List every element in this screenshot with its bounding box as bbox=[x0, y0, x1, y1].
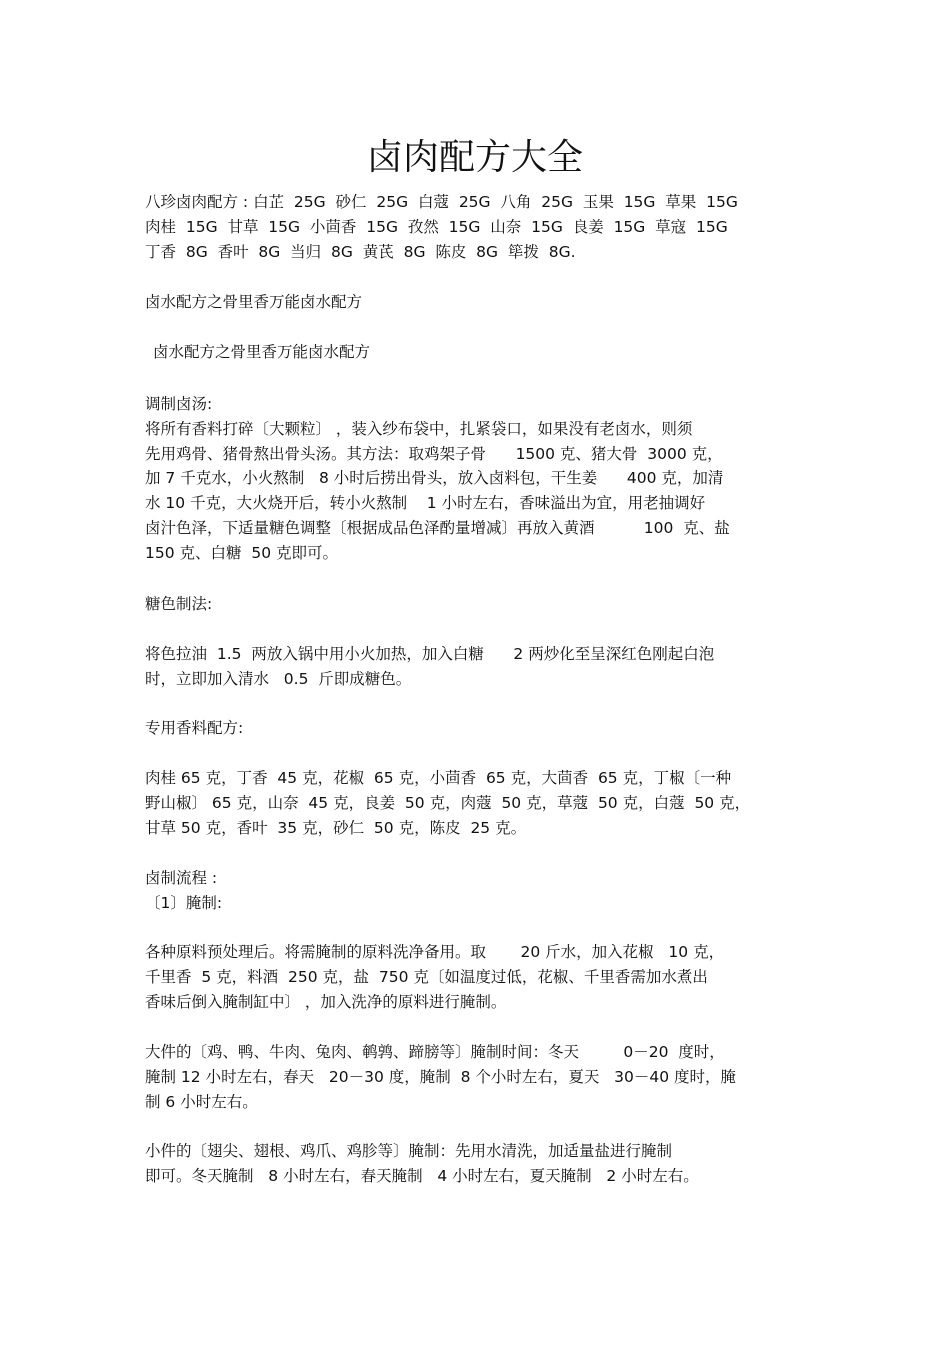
text-line: 将所有香料打碎〔大颗粒〕 ，装入纱布袋中，扎紧袋口，如果没有老卤水，则须 bbox=[145, 419, 693, 438]
text-line: 卤汁色泽，下适量糖色调整〔根据成品色泽酌量增减〕再放入黄酒 100 克、盐 bbox=[145, 518, 730, 537]
text-line: 时，立即加入清水 0.5 斤即成糖色。 bbox=[145, 669, 412, 688]
text-line: 甘草 50 克，香叶 35 克，砂仁 50 克，陈皮 25 克。 bbox=[145, 818, 527, 837]
text-line: 大件的〔鸡、鸭、牛肉、兔肉、鹌鹑、蹄膀等〕腌制时间：冬天 0－20 度时， bbox=[145, 1043, 725, 1061]
text-line: 野山椒〕 65 克，山奈 45 克，良姜 50 克，肉蔻 50 克，草蔻 50 克，白蔻 50 克， bbox=[145, 793, 751, 812]
text-line: 糖色制法: bbox=[145, 595, 213, 613]
text-line: 八珍卤肉配方 : 白芷 25G 砂仁 25G 白蔻 25G 八角 25G 玉果 15G 草果 15G bbox=[145, 193, 738, 211]
text-line: 即可。冬天腌制 8 小时左右，春天腌制 4 小时左右，夏天腌制 2 小时左右。 bbox=[145, 1166, 699, 1185]
text-line: 各种原料预处理后。将需腌制的原料洗净备用。取 20 斤水，加入花椒 10 克， bbox=[145, 943, 725, 961]
small-items-paragraph bbox=[145, 1139, 810, 1189]
marinate-paragraph bbox=[145, 940, 810, 1014]
text-line: 小件的〔翅尖、翅根、鸡爪、鸡胗等〕腌制：先用水清洗，加适量盐进行腌制 bbox=[145, 1142, 673, 1160]
text-line: 丁香 8G 香叶 8G 当归 8G 黄芪 8G 陈皮 8G 筚拨 8G. bbox=[145, 242, 576, 261]
process-heading: 卤制流程 : bbox=[145, 869, 218, 887]
page-title: 卤肉配方大全 bbox=[366, 137, 583, 178]
section-heading-brine-repeat bbox=[153, 340, 818, 365]
text-line: 专用香料配方: bbox=[145, 719, 244, 737]
large-items-paragraph bbox=[145, 1040, 810, 1114]
process-subheading: 〔1〕腌制: bbox=[145, 893, 223, 912]
text-line: 水 10 千克，大火烧开后，转小火熬制 1 小时左右，香味溢出为宜，用老抽调好 bbox=[145, 494, 706, 513]
text-line: 先用鸡骨、猪骨熬出骨头汤。其方法：取鸡架子骨 1500 克、猪大骨 3000 克， bbox=[145, 444, 723, 463]
spice-paragraph bbox=[145, 766, 810, 840]
text-line: 制 6 小时左右。 bbox=[145, 1092, 258, 1111]
soup-heading: 调制卤汤: bbox=[145, 395, 213, 413]
text-line: 肉桂 65 克，丁香 45 克，花椒 65 克，小茴香 65 克，大茴香 65 克，丁椒〔一种 bbox=[145, 769, 732, 787]
text-line: 千里香 5 克，料酒 250 克，盐 750 克〔如温度过低，花椒、千里香需加水煮出 bbox=[145, 967, 708, 986]
section-heading-brine bbox=[145, 290, 810, 315]
text-line: 卤水配方之骨里香万能卤水配方 bbox=[153, 343, 371, 361]
text-line: 加 7 千克水，小火熬制 8 小时后捞出骨头，放入卤料包，干生姜 400 克，加清 bbox=[145, 469, 724, 488]
text-line: 卤水配方之骨里香万能卤水配方 bbox=[145, 293, 363, 311]
text-line: 腌制 12 小时左右，春天 20－30 度，腌制 8 个小时左右，夏天 30－40 度时，腌 bbox=[145, 1067, 737, 1086]
process-section bbox=[145, 866, 810, 916]
text-line: 香味后倒入腌制缸中〕 ，加入洗净的原料进行腌制。 bbox=[145, 992, 507, 1011]
text-line: 将色拉油 1.5 两放入锅中用小火加热，加入白糖 2 两炒化至呈深红色刚起白泡 bbox=[145, 645, 715, 663]
sugar-paragraph bbox=[145, 642, 810, 692]
text-line: 150 克、白糖 50 克即可。 bbox=[145, 543, 339, 562]
soup-section bbox=[145, 392, 810, 566]
sugar-heading bbox=[145, 592, 810, 617]
text-line: 肉桂 15G 甘草 15G 小茴香 15G 孜然 15G 山奈 15G 良姜 15G 草寇 15G bbox=[145, 217, 728, 236]
recipe-paragraph-bazhen bbox=[145, 190, 810, 264]
spice-heading bbox=[145, 716, 810, 741]
